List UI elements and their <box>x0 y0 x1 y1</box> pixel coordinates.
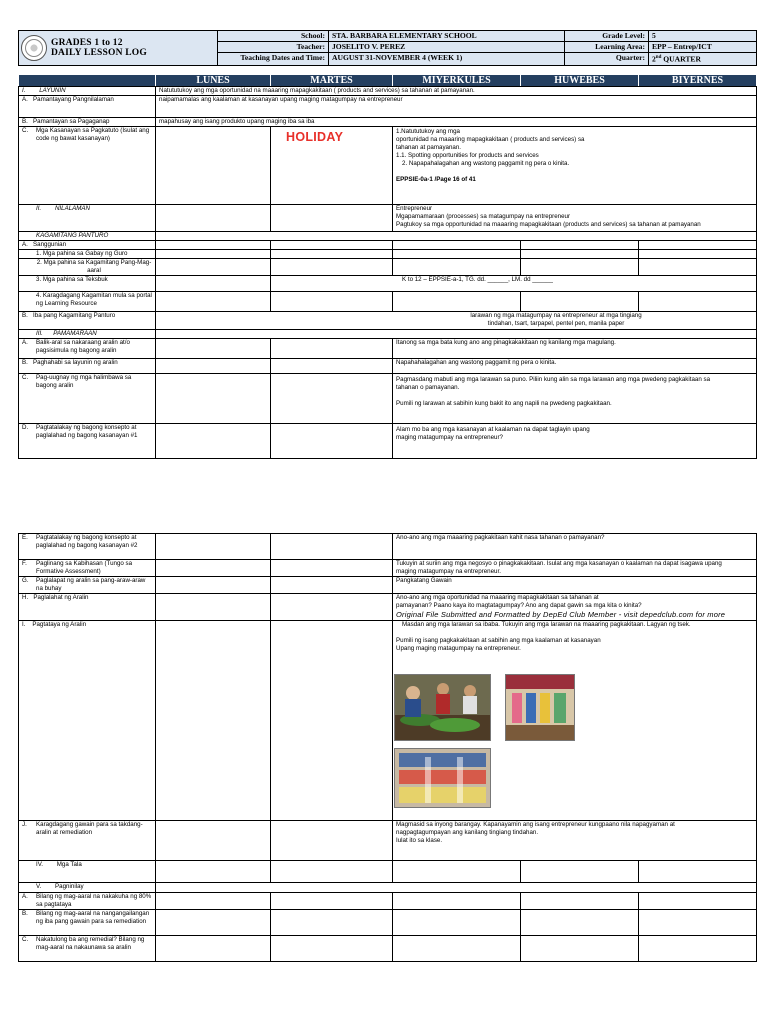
table-row <box>19 276 757 292</box>
day-huwebes: HUWEBES <box>521 75 639 87</box>
table-row <box>19 910 757 936</box>
nilalaman-lunes <box>156 205 271 232</box>
lesson-table-part1 <box>18 86 757 459</box>
row-label-teksbuk: 3. Mga pahina sa Teksbuk <box>19 276 156 292</box>
table-row <box>19 96 757 118</box>
area-label: Learning Area: <box>565 42 649 53</box>
table-row <box>19 339 757 359</box>
table-row <box>19 241 757 250</box>
day-header-blank <box>19 75 156 87</box>
row-label-pamamaraan: III. PAMAMARAAN <box>19 330 156 339</box>
table-row <box>19 577 757 594</box>
table-row <box>19 424 757 459</box>
row-label-portal: 4. Karagdagang Kagamitan mula sa portal ng Learning Resource <box>19 292 156 312</box>
day-lunes: LUNES <box>156 75 271 87</box>
watermark-text: Original File Submitted and Formatted by DepEd Club Member - visit depedclub.com for more <box>396 610 726 619</box>
row-label-nilalaman: II. NILALAMAN <box>19 205 156 232</box>
school-label: School: <box>218 31 329 42</box>
row-label-kabihasan: F. Paglinang sa Kabihasan (Tungo sa Formative Assessment) <box>19 560 156 577</box>
log-title-line2: DAILY LESSON LOG <box>51 47 147 58</box>
paglalapat-content: Pangkatang Gawain <box>393 577 757 594</box>
header-table <box>18 30 757 66</box>
day-martes: MARTES <box>271 75 393 87</box>
deped-seal-icon <box>21 35 47 61</box>
row-label-gabay: 1. Mga pahina sa Gabay ng Guro <box>19 250 156 259</box>
pagaganap-content: mapahusay ang isang produkto upang maging iba sa iba <box>156 118 757 127</box>
row-label-pangnilalaman: A. Pamantayang Pangnilalaman <box>19 96 156 118</box>
table-row <box>19 560 757 577</box>
photo-sari-sari-store <box>505 674 575 741</box>
row-label-pagtataya: I. Pagtataya ng Aralin <box>19 621 156 821</box>
row-label-takdang-aralin: J. Karagdagang gawain para sa takdang-aralin at remediation <box>19 821 156 861</box>
kasanayan-lunes <box>156 127 271 205</box>
table-row <box>19 821 757 861</box>
table-row <box>19 292 757 312</box>
table-row <box>19 621 757 821</box>
table-row <box>19 87 757 96</box>
grade-label: Grade Level: <box>565 31 649 42</box>
row-label-kasanayan: C. Mga Kasanayan sa Pagkatuto (Isulat ang code ng bawat kasanayan) <box>19 127 156 205</box>
layunin-content: Natututukoy ang mga oportunidad na maaaring mapagkakitaan ( products and services) sa tahanan at pamayanan. <box>156 87 757 96</box>
table-row <box>19 205 757 232</box>
table-row <box>19 374 757 424</box>
row-label-paglalapat: G. Paglalapat ng aralin sa pang-araw-araw na buhay <box>19 577 156 594</box>
iba-content: larawan ng mga matagumpay na entrepreneur at mga tingiang tindahan, tsart, tarpapel, pentel pen, manila paper <box>156 312 757 330</box>
table-row <box>19 594 757 621</box>
grade-value: 5 <box>649 31 757 42</box>
kasanayan-content: 1.Natututukoy ang mga oportunidad na maaaring mapagkakitaan ( products and services) sa tahanan at pamayanan. 1.1. Spotting opportunities for products and services 2. Napapahalagahan ang wastong paggamit ng pera o kinita. EPPSIE-0a-1 /Page 16 of 41 <box>393 127 757 205</box>
pagtataya-content: Masdan ang mga larawan sa ibaba. Tukuyin ang mga larawan na maaaring pagkakitaan. Lagyan ng tsek. Pumili ng isang pagkakakitaan at sabihin ang mga kaalaman at kasanayan Upang maging matagumpay na entrepreneur. <box>393 621 757 821</box>
paglalahat-content: Ano-ano ang mga oportunidad na maaaring mapagkakitaan sa tahanan at pamayanan? Paano kaya ito magtatagumpay? Ano ang dapat gawin sa mga kita o kinita? Original File Submitted and Formatted by DepEd Club Member - visit depedclub.com for more <box>393 594 757 621</box>
row-label-konsepto-1: D. Pagtatalakay ng bagong konsepto at paglalahad ng bagong kasanayan #1 <box>19 424 156 459</box>
row-label-paglalahat: H. Paglalahat ng Aralin <box>19 594 156 621</box>
row-label-paghahabi: B. Paghahabi sa layunin ng aralin <box>19 359 156 374</box>
table-row <box>19 259 757 276</box>
table-row <box>19 118 757 127</box>
row-label-balik-aral: A. Balik-aral sa nakaraang aralin at/o pagsisimula ng bagong aralin <box>19 339 156 359</box>
quarter-value: 2nd QUARTER <box>649 53 757 66</box>
nilalaman-content: Entrepreneur Mgapamamaraan (processes) sa matagumpay na entrepreneur Pagtukoy sa mga opportunidad na maaaring mapagkakitaan (products and services) sa tahanan at pamayanan <box>393 205 757 232</box>
row-label-remediation: B. Bilang ng mag-aaral na nangangailangan ng iba pang gawain para sa remediation <box>19 910 156 936</box>
teksbuk-content: K to 12 – EPPSIE-a-1, TG. dd. ______, LM. dd ______ <box>271 276 757 292</box>
photo-gardening <box>394 674 491 741</box>
day-miyerkules: MIYERKULES <box>393 75 521 87</box>
takdang-aralin-content: Magmasid sa inyong barangay. Kapanayamin ang isang entrepreneur kungpaano nila napagyaman at nagpagtagumpayan ang kanilang tingiang tindahan. Iulat ito sa klase. <box>393 821 757 861</box>
lesson-table-part2 <box>18 533 757 962</box>
konsepto-1-content: Alam mo ba ang mga kasanayan at kaalaman na dapat taglayin upang maging matagumpay na entrepreneur? <box>393 424 757 459</box>
teacher-label: Teacher: <box>218 42 329 53</box>
row-label-mga-tala: IV. Mga Tala <box>19 861 156 883</box>
row-label-layunin: I. LAYUNIN <box>19 87 156 96</box>
paghahabi-content: Napahahalagahan ang wastong paggamit ng pera o kinita. <box>393 359 757 374</box>
log-title-line1: GRADES 1 to 12 <box>51 37 123 48</box>
konsepto-2-content: Ano-ano ang mga maaaring pagkakitaan kahit nasa tahanan o pamayanan? <box>393 534 757 560</box>
pag-uugnay-content: Pagmasdang mabuti ang mga larawan sa puno. Piliin kung alin sa mga larawan ang mga pwedeng pagkakitaan sa tahanan o pamayanan. Pumili ng larawan at sabihin kung bakit ito ang napili na pwedeng pagkakitaan. <box>393 374 757 424</box>
table-row <box>19 312 757 330</box>
kabihasan-content: Tukuyin at suriin ang mga negosyo o pinagkakakitaan. Isulat ang mga kasanayan o kaalaman na dapat isagawa upang maging matagumpay na entrepreneur. <box>393 560 757 577</box>
table-row <box>19 861 757 883</box>
day-biyernes: BIYERNES <box>639 75 757 87</box>
row-label-pang-mag-aaral: 2. Mga pahina sa Kagamitang Pang-Mag-aaral <box>19 259 156 276</box>
row-label-pag-uugnay: C. Pag-uugnay ng mga halimbawa sa bagong aralin <box>19 374 156 424</box>
table-row <box>19 534 757 560</box>
row-label-pagaganap: B. Pamantayan sa Pagaganap <box>19 118 156 127</box>
table-row <box>19 893 757 910</box>
table-row <box>19 883 757 893</box>
area-value: EPP – Entrep/ICT <box>649 42 757 53</box>
table-row <box>19 359 757 374</box>
row-label-kagamitan: KAGAMITANG PANTURO <box>19 232 156 241</box>
kasanayan-martes <box>271 127 393 205</box>
row-label-konsepto-2: E. Pagtatalakay ng bagong konsepto at paglalahad ng bagong kasanayan #2 <box>19 534 156 560</box>
quarter-label: Quarter: <box>565 53 649 66</box>
dates-value: AUGUST 31-NOVEMBER 4 (WEEK 1) <box>329 53 565 66</box>
dates-label: Teaching Dates and Time: <box>218 53 329 66</box>
pangnilalaman-content: naipamamalas ang kaalaman at kasanayan upang maging matagumpay na entrepreneur <box>156 96 757 118</box>
kagamitan-blank <box>156 232 757 241</box>
photo-store-shelves <box>394 748 491 808</box>
holiday-label: HOLIDAY <box>286 130 344 144</box>
table-row <box>19 232 757 241</box>
table-row <box>19 936 757 962</box>
table-row <box>19 250 757 259</box>
row-label-sanggunian: A. Sanggunian <box>19 241 156 250</box>
table-row <box>19 330 757 339</box>
row-label-pagninilay: V. Pagninilay <box>19 883 156 893</box>
row-label-nakakuha: A. Bilang ng mag-aaral na nakakuha ng 80% sa pagtataya <box>19 893 156 910</box>
balik-aral-content: Itanong sa mga bata kung ano ang pinagkakakitaan ng kanilang mga magulang. <box>393 339 757 359</box>
logo-block <box>19 31 218 66</box>
row-label-iba: B. Iba pang Kagamitang Panturo <box>19 312 156 330</box>
school-value: STA. BARBARA ELEMENTARY SCHOOL <box>329 31 565 42</box>
nilalaman-martes <box>271 205 393 232</box>
row-label-nakatulong: C. Nakatulong ba ang remedial? Bilang ng mag-aaral na nakaunawa sa aralin <box>19 936 156 962</box>
table-row <box>19 127 757 205</box>
teacher-value: JOSELITO V. PEREZ <box>329 42 565 53</box>
